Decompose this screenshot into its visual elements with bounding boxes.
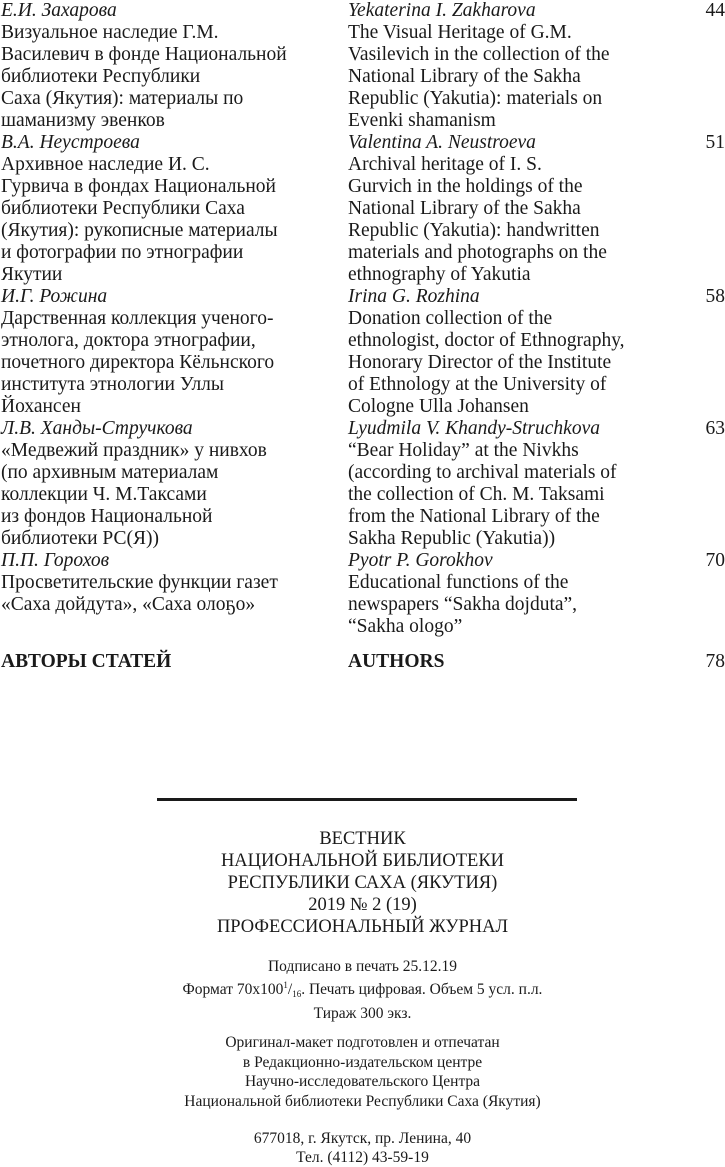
entry-en — [348, 418, 688, 550]
toc-entry — [0, 418, 725, 550]
en-title-line: from the National Library of the — [348, 506, 600, 527]
ru-title-line: (Якутия): рукописные материалы — [1, 220, 278, 241]
ru-author: И.Г. Рожина — [1, 286, 108, 307]
ru-title-line: института этнологии Уллы — [1, 374, 225, 395]
ru-title-line: коллекции Ч. М.Таксами — [1, 484, 207, 505]
ru-author: П.П. Горохов — [1, 550, 110, 571]
signed-date: Подписано в печать 25.12.19 — [267, 958, 458, 975]
ru-title-line: (по архивным материалам — [1, 462, 219, 483]
ru-title-line: Василевич в фонде Национальной — [1, 44, 287, 65]
ru-title-line: «Саха дойдута», «Саха олоҕо» — [1, 594, 256, 615]
entry-ru — [0, 132, 348, 286]
entry-en — [348, 550, 688, 638]
format-line: Формат $70х100^1/16$. Печать цифровая. Объем 5 усл. п.л. — [182, 980, 543, 999]
ru-title-line: библиотеки РС(Я)) — [1, 528, 159, 549]
ru-title-line: «Медвежий праздник» у нивхов — [1, 440, 267, 461]
ru-title-line: библиотеки Республики Саха — [1, 198, 245, 219]
en-author: Pyotr P. Gorokhov — [348, 550, 493, 571]
journal-issue: 2019 № 2 (19) — [308, 895, 417, 915]
en-author: Irina G. Rozhina — [348, 286, 480, 307]
en-title-line: the collection of Ch. M. Taksami — [348, 484, 605, 505]
entry-ru — [0, 550, 348, 638]
format-suffix: . Печать цифровая. Объем 5 усл. п.л. — [301, 981, 543, 998]
entry-ru — [0, 418, 348, 550]
en-title-line: Donation collection of the — [348, 308, 553, 329]
entry-en — [348, 0, 688, 132]
en-title-line: National Library of the Sakha — [348, 66, 581, 87]
en-title-line: Cologne Ulla Johansen — [348, 396, 529, 417]
ru-title-line: из фондов Национальной — [1, 506, 213, 527]
authors-heading-en: AUTHORS — [348, 651, 445, 672]
page-number: 44 — [705, 0, 725, 21]
en-author: Yekaterina I. Zakharova — [348, 0, 536, 21]
en-title-line: ethnologist, doctor of Ethnography, — [348, 330, 625, 351]
en-title-line: Sakha Republic (Yakutia)) — [348, 528, 556, 549]
authors-heading-ru: АВТОРЫ СТАТЕЙ — [1, 651, 172, 672]
page-number: 63 — [705, 418, 725, 439]
ru-title-line: Архивное наследие И. С. — [1, 154, 210, 175]
ru-title-line: Дарственная коллекция ученого- — [1, 308, 274, 329]
ru-author: Е.И. Захарова — [1, 0, 117, 21]
journal-type: ПРОФЕССИОНАЛЬНЫЙ ЖУРНАЛ — [216, 917, 509, 937]
authors-section-entry — [0, 651, 725, 673]
journal-title-line: ВЕСТНИК — [319, 829, 406, 849]
en-title-line: “Bear Holiday” at the Nivkhs — [348, 440, 579, 461]
ru-title-line: и фотографии по этнографии — [1, 242, 244, 263]
ru-title-line: Саха (Якутия): материалы по — [1, 88, 244, 109]
publisher-info — [0, 1033, 725, 1111]
format-fraction-numerator: 1 — [283, 980, 288, 990]
journal-title-line: РЕСПУБЛИКИ САХА (ЯКУТИЯ) — [227, 873, 498, 893]
toc-entry — [0, 0, 725, 132]
ru-title-line: библиотеки Республики — [1, 66, 201, 87]
en-title-line: “Sakha ologo” — [348, 616, 463, 637]
ru-title-line: Визуальное наследие Г.М. — [1, 22, 219, 43]
journal-title-line: НАЦИОНАЛЬНОЙ БИБЛИОТЕКИ — [220, 851, 505, 871]
format-prefix: Формат 70х100 — [182, 981, 284, 998]
entry-ru — [0, 0, 348, 132]
page-number: 51 — [705, 132, 725, 153]
ru-title-line: Просветительские функции газет — [1, 572, 278, 593]
page-number: 58 — [705, 286, 725, 307]
ru-title-line: Якутии — [1, 264, 63, 285]
en-title-line: newspapers “Sakha dojduta”, — [348, 594, 578, 615]
en-title-line: National Library of the Sakha — [348, 198, 581, 219]
ru-author: В.А. Неустроева — [1, 132, 140, 153]
en-title-line: Evenki shamanism — [348, 110, 496, 131]
en-title-line: Vasilevich in the collection of the — [348, 44, 610, 65]
en-title-line: (according to archival materials of — [348, 462, 617, 483]
toc-entry — [0, 286, 725, 418]
page-number: 70 — [705, 550, 725, 571]
en-title-line: ethnography of Yakutia — [348, 264, 531, 285]
ru-title-line: Гурвича в фондах Национальной — [1, 176, 276, 197]
en-title-line: Gurvich in the holdings of the — [348, 176, 583, 197]
publisher-line: Национальной библиотеки Республики Саха (Якутия) — [184, 1092, 541, 1110]
en-title-line: Educational functions of the — [348, 572, 569, 593]
ru-title-line: Йохансен — [1, 396, 81, 417]
toc-entry — [0, 550, 725, 638]
entry-ru — [0, 286, 348, 418]
ru-title-line: почетного директора Кёльнского — [1, 352, 275, 373]
ru-author: Л.В. Ханды-Стручкова — [1, 418, 193, 439]
en-title-line: Archival heritage of I. S. — [348, 154, 542, 175]
publisher-line: в Редакционно-издательском центре — [242, 1053, 483, 1071]
en-title-line: of Ethnology at the University of — [348, 374, 607, 395]
publisher-line: Научно-исследовательского Центра — [244, 1073, 481, 1090]
toc-entry — [0, 132, 725, 286]
print-info — [0, 957, 725, 1023]
en-author: Valentina A. Neustroeva — [348, 132, 536, 153]
en-title-line: Republic (Yakutia): materials on — [348, 88, 603, 109]
en-title-line: The Visual Heritage of G.M. — [348, 22, 572, 43]
phone-number: Тел. (4112) 43-59-19 — [296, 1149, 429, 1166]
en-title-line: materials and photographs on the — [348, 242, 607, 263]
en-title-line: Honorary Director of the Institute — [348, 352, 612, 373]
format-fraction-denominator: 16 — [292, 989, 302, 999]
address-info — [0, 1129, 725, 1167]
divider-rule — [157, 798, 577, 801]
ru-title-line: этнолога, доктора этнографии, — [1, 330, 256, 351]
page-number: 78 — [705, 651, 725, 672]
ru-title-line: шаманизму эвенков — [1, 110, 165, 131]
en-title-line: Republic (Yakutia): handwritten — [348, 220, 600, 241]
entry-en — [348, 286, 688, 418]
postal-address: 677018, г. Якутск, пр. Ленина, 40 — [253, 1130, 472, 1147]
en-author: Lyudmila V. Khandy-Struchkova — [348, 418, 600, 439]
entry-en — [348, 132, 688, 286]
journal-imprint — [0, 828, 725, 938]
publisher-line: Оригинал-макет подготовлен и отпечатан — [225, 1034, 500, 1051]
print-run: Тираж 300 экз. — [313, 1005, 412, 1022]
